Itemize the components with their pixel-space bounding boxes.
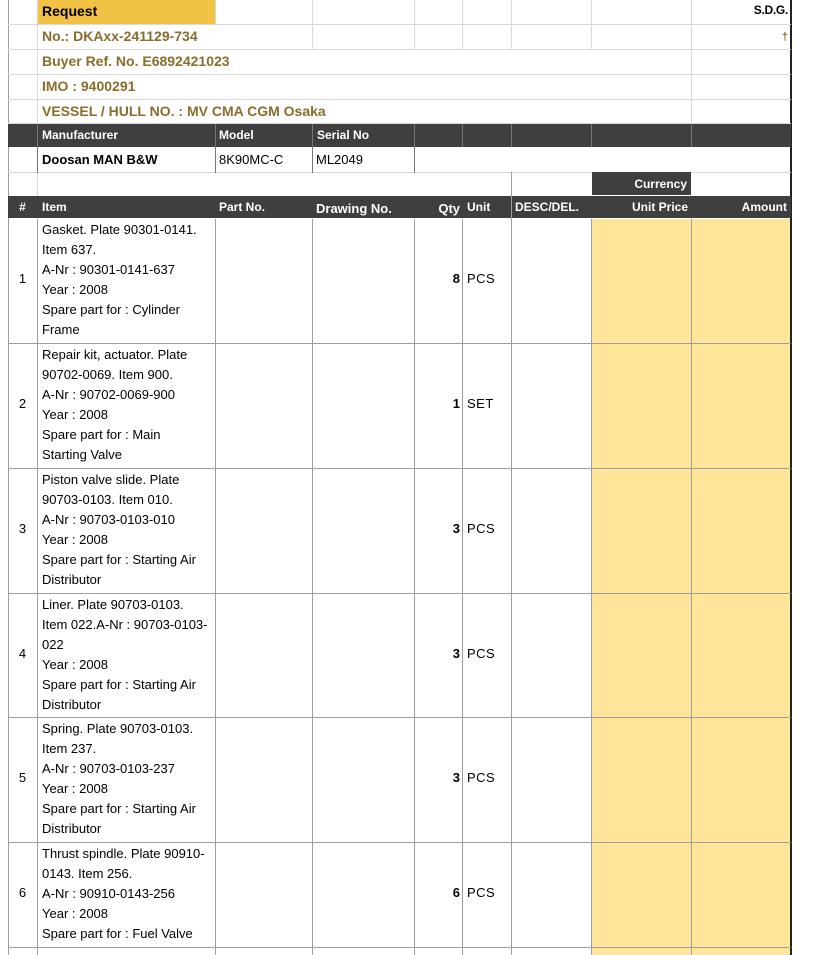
item-line: 0143. Item 256. bbox=[42, 866, 133, 881]
unit: SET bbox=[467, 396, 494, 411]
grid-line bbox=[591, 219, 592, 955]
item-line: Item 637. bbox=[42, 242, 97, 257]
item-line: Spare part for : Fuel Valve bbox=[42, 926, 193, 941]
item-line: Spare part for : Starting Air bbox=[42, 552, 196, 567]
unit: PCS bbox=[467, 271, 496, 286]
item-line: Starting Valve bbox=[42, 447, 122, 462]
col-unit: Unit bbox=[467, 200, 491, 214]
item-line: Piston valve slide. Plate bbox=[42, 472, 180, 487]
item-line: Year : 2008 bbox=[42, 532, 109, 547]
row-separator bbox=[8, 717, 791, 718]
item-description bbox=[42, 719, 214, 839]
item-line: Item 022.A-Nr : 90703-0103- bbox=[42, 617, 208, 632]
item-line: Distributor bbox=[42, 572, 102, 587]
item-line: 90702-0069. Item 900. bbox=[42, 367, 173, 382]
unit: PCS bbox=[467, 521, 496, 536]
item-line: Year : 2008 bbox=[42, 657, 109, 672]
quantity: 1 bbox=[452, 396, 460, 411]
item-line: Spring. Plate 90703-0103. bbox=[42, 721, 194, 736]
item-line: Spare part for : Main bbox=[42, 427, 161, 442]
item-line: A-Nr : 90301-0141-637 bbox=[42, 262, 175, 277]
imo-number: IMO : 9400291 bbox=[42, 78, 136, 94]
grid-line bbox=[8, 99, 791, 100]
item-line: Spare part for : Starting Air bbox=[42, 801, 196, 816]
row-separator bbox=[8, 593, 791, 594]
model-value: 8K90MC-C bbox=[219, 152, 284, 167]
grid-line bbox=[691, 124, 692, 147]
item-line: Year : 2008 bbox=[42, 781, 109, 796]
quantity: 6 bbox=[452, 885, 460, 900]
unit-price-input-column[interactable] bbox=[592, 219, 691, 955]
row-number: 3 bbox=[18, 521, 27, 536]
item-line: Year : 2008 bbox=[42, 282, 109, 297]
col-drawing-no: Drawing No. bbox=[316, 201, 392, 216]
col-amount: Amount bbox=[741, 200, 787, 214]
item-line: Distributor bbox=[42, 821, 102, 836]
serial-value: ML2049 bbox=[316, 152, 363, 167]
quantity: 8 bbox=[452, 271, 460, 286]
grid-line bbox=[511, 124, 512, 147]
grid-line bbox=[591, 124, 592, 147]
row-separator bbox=[8, 343, 791, 344]
vessel-name: VESSEL / HULL NO. : MV CMA CGM Osaka bbox=[42, 103, 326, 119]
grid-line bbox=[312, 124, 313, 173]
row-number: 6 bbox=[18, 885, 27, 900]
amount-column bbox=[692, 219, 790, 955]
grid-line bbox=[414, 219, 415, 955]
grid-line bbox=[215, 124, 216, 173]
col-unit-price: Unit Price bbox=[631, 200, 688, 214]
item-line: Repair kit, actuator. Plate bbox=[42, 347, 188, 362]
col-desc: DESC/DEL. bbox=[515, 200, 580, 214]
grid-line bbox=[414, 124, 415, 173]
grid-line bbox=[691, 219, 692, 955]
grid-line bbox=[37, 124, 38, 173]
serial-label: Serial No bbox=[317, 128, 370, 142]
item-description bbox=[42, 345, 214, 465]
item-line: 90703-0103. Item 010. bbox=[42, 492, 173, 507]
grid-line bbox=[462, 124, 463, 147]
item-description bbox=[42, 470, 214, 590]
col-item: Item bbox=[42, 200, 67, 214]
item-line: Spare part for : Cylinder bbox=[42, 302, 181, 317]
row-number: 2 bbox=[18, 396, 27, 411]
grid-line bbox=[8, 49, 791, 50]
grid-line bbox=[8, 24, 791, 25]
item-line: Spare part for : Starting Air bbox=[42, 677, 196, 692]
quantity: 3 bbox=[452, 770, 460, 785]
row-separator bbox=[8, 947, 791, 948]
grid-line bbox=[8, 74, 791, 75]
dagger-mark: † bbox=[781, 31, 788, 43]
item-line: A-Nr : 90703-0103-010 bbox=[42, 512, 175, 527]
col-number: # bbox=[19, 200, 26, 214]
item-line: A-Nr : 90910-0143-256 bbox=[42, 886, 175, 901]
grid-line bbox=[511, 172, 512, 955]
item-line: 022 bbox=[42, 637, 64, 652]
item-line: A-Nr : 90703-0103-237 bbox=[42, 761, 175, 776]
grid-line bbox=[312, 219, 313, 955]
grid-line bbox=[215, 0, 216, 24]
buyer-ref: Buyer Ref. No. E6892421023 bbox=[42, 53, 230, 69]
item-line: Item 237. bbox=[42, 741, 97, 756]
grid-line bbox=[691, 0, 692, 124]
item-description bbox=[42, 844, 214, 944]
item-line: Gasket. Plate 90301-0141. bbox=[42, 222, 197, 237]
unit: PCS bbox=[467, 770, 496, 785]
row-number: 1 bbox=[18, 271, 27, 286]
item-description bbox=[42, 595, 214, 715]
item-line: Year : 2008 bbox=[42, 407, 109, 422]
sdg-label: S.D.G. bbox=[753, 3, 788, 17]
item-description bbox=[42, 220, 214, 340]
manufacturer-value: Doosan MAN B&W bbox=[42, 152, 158, 167]
row-number: 5 bbox=[18, 770, 27, 785]
unit: PCS bbox=[467, 646, 496, 661]
item-line: Year : 2008 bbox=[42, 906, 109, 921]
request-cell: Request bbox=[38, 0, 215, 24]
col-qty: Qty bbox=[438, 201, 460, 216]
col-part-no: Part No. bbox=[219, 200, 266, 214]
unit: PCS bbox=[467, 885, 496, 900]
row-number: 4 bbox=[18, 646, 27, 661]
manufacturer-label: Manufacturer bbox=[42, 128, 119, 142]
item-line: Distributor bbox=[42, 697, 102, 712]
model-label: Model bbox=[219, 128, 254, 142]
manufacturer-header-row bbox=[8, 124, 791, 147]
item-line: Liner. Plate 90703-0103. bbox=[42, 597, 184, 612]
item-line: Thrust spindle. Plate 90910- bbox=[42, 846, 205, 861]
grid-line bbox=[37, 219, 38, 955]
currency-label: Currency bbox=[592, 172, 691, 195]
grid-line bbox=[462, 219, 463, 955]
grid-line bbox=[215, 219, 216, 955]
quantity: 3 bbox=[452, 521, 460, 536]
row-separator bbox=[8, 842, 791, 843]
item-line: A-Nr : 90702-0069-900 bbox=[42, 387, 175, 402]
request-number: No.: DKAxx-241129-734 bbox=[42, 28, 198, 44]
quantity: 3 bbox=[452, 646, 460, 661]
row-separator bbox=[8, 468, 791, 469]
item-line: Frame bbox=[42, 322, 80, 337]
